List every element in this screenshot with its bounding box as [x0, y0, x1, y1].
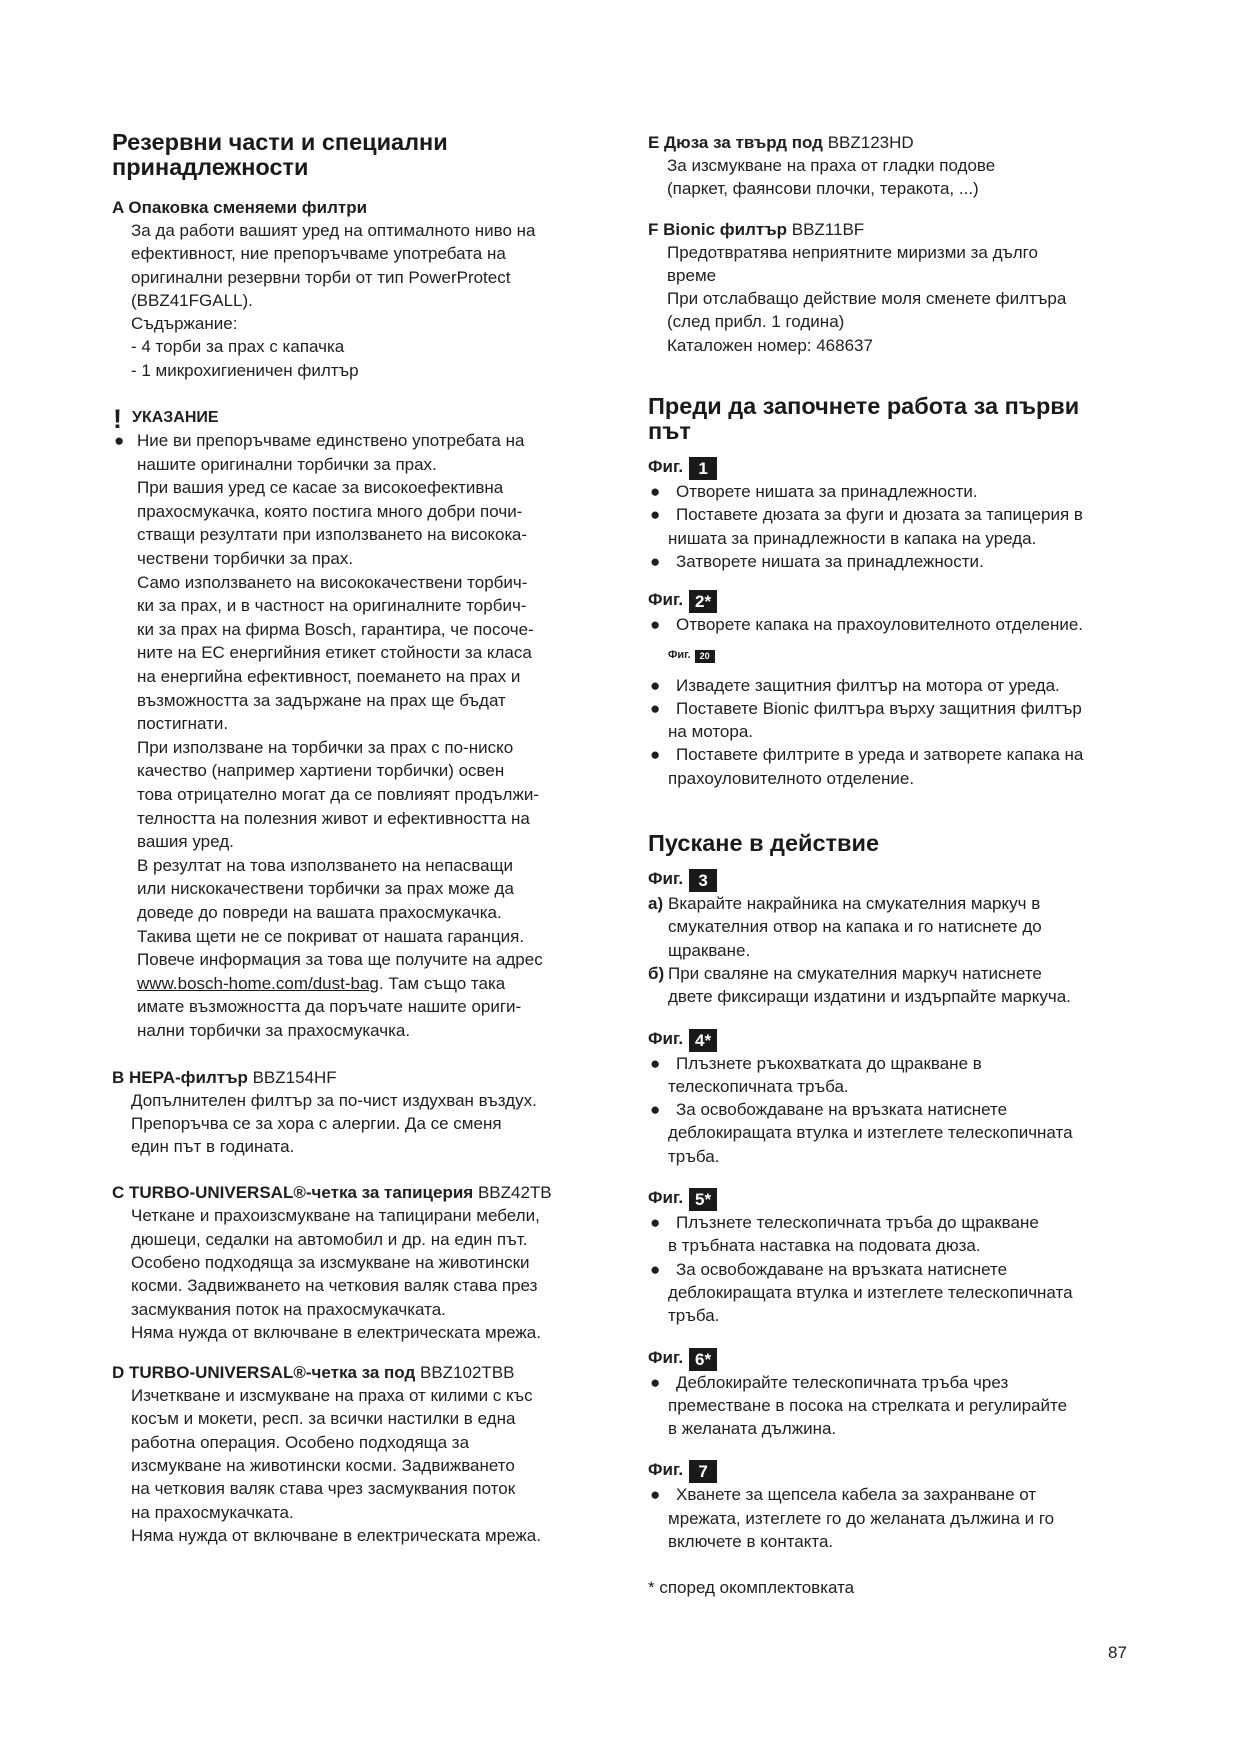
list-item: ● Отворете нишата за принадлежности.	[648, 480, 1143, 503]
right-column	[648, 132, 1143, 1599]
bullet-icon: ●	[650, 745, 661, 765]
list-item: ● Хванете за щепсела кабела за захранване от мрежата, изтеглете го до желаната дължина и го включете в контакта.	[650, 1485, 1055, 1551]
list-item: ● Поставете Bionic филтъра върху защитния филтър на мотора.	[650, 698, 1082, 742]
figure-ref-3: Фиг. 3	[648, 866, 1143, 892]
list-item: ● Извадете защитния филтър на мотора от уреда.	[648, 674, 1143, 697]
fig4-steps	[648, 1052, 1143, 1168]
section-title-operation: Пускане в действие	[648, 830, 880, 857]
list-item: ● Поставете дюзата за фуги и дюзата за тапицерия в нишата за принадлежности в капака на уреда.	[650, 505, 1083, 548]
fig6-steps	[648, 1371, 1143, 1441]
list-item: ● Отворете капака на прахоуловителното отделение.	[648, 613, 1143, 636]
bullet-icon: ●	[650, 698, 661, 718]
fig2-steps	[648, 613, 1143, 636]
figure-ref-20: Фиг. 20	[668, 648, 1143, 663]
item-f-text: Предотвратява неприятните миризми за дълго време При отслабващо действие моля сменете филтъра (след прибл. 1 година) Каталожен номер: 468637	[667, 242, 1067, 355]
step-b: б) При сваляне на смукателния маркуч натиснете двете фиксиращи издатини и издърпайте маркуча.	[648, 963, 1071, 1007]
section-title-spare-parts: Резервни части и специални принадлежности	[112, 129, 448, 180]
bullet-icon: ●	[650, 1213, 661, 1233]
page-number: 87	[1108, 1643, 1127, 1662]
item-b-heading: B HEPA-филтър BBZ154HF	[112, 1067, 337, 1087]
note-heading: ! УКАЗАНИЕ	[113, 404, 219, 435]
figure-ref-4: Фиг. 4*	[648, 1026, 1143, 1052]
figure-number-badge: 6*	[689, 1348, 717, 1371]
figure-number-badge: 1	[689, 457, 717, 480]
bullet-icon: ●	[650, 482, 661, 502]
exclamation-icon: !	[113, 404, 122, 435]
list-item: ● За освобождаване на връзката натиснете деблокиращата втулка и изтеглете телескопичната тръба.	[650, 1100, 1073, 1166]
fig2-steps-continued	[648, 674, 1143, 790]
section-title-first-use: Преди да започнете работа за първи път	[648, 393, 1080, 445]
item-a-text: За да работи вашият уред на оптималното ниво на ефективност, ние препоръчваме употребата на оригинални резервни торби от тип PowerProtect (BBZ41FGALL). Съдържание: - 4 торби за прах с капачка - 1 микрохигиеничен филтър	[131, 221, 536, 380]
left-column	[112, 130, 602, 1547]
bullet-icon: ●	[650, 1259, 661, 1279]
figure-number-badge: 20	[695, 650, 715, 663]
bullet-icon: ●	[650, 505, 661, 525]
bullet-icon: ●	[650, 1100, 661, 1120]
item-c-heading: C TURBO-UNIVERSAL®-четка за тапицерия BBZ42TB	[112, 1183, 552, 1203]
bullet-icon: ●	[114, 431, 125, 451]
bullet-icon: ●	[650, 1053, 661, 1073]
bullet-icon: ●	[650, 1372, 661, 1392]
list-item: ● За освобождаване на връзката натиснете деблокиращата втулка и изтеглете телескопичната тръба.	[650, 1259, 1073, 1326]
bullet-icon: ●	[650, 1485, 661, 1505]
figure-ref-1: Фиг. 1	[648, 454, 1143, 480]
item-f-heading: F Bionic филтър BBZ11BF	[648, 219, 865, 239]
bullet-icon: ●	[650, 551, 661, 571]
footnote: * според окомплектовката	[648, 1578, 855, 1598]
figure-ref-6: Фиг. 6*	[648, 1345, 1143, 1371]
fig7-steps	[648, 1483, 1143, 1553]
figure-number-badge: 3	[689, 869, 717, 892]
item-a-heading: A Опаковка сменяеми филтри	[112, 198, 368, 217]
list-item: ● Затворете нишата за принадлежности.	[648, 550, 1143, 573]
figure-number-badge: 4*	[689, 1029, 717, 1052]
dust-bag-link[interactable]: www.bosch-home.com/dust-bag	[137, 973, 379, 993]
figure-number-badge: 5*	[689, 1188, 717, 1211]
step-a: а) Вкарайте накрайника на смукателния маркуч в смукателния отвор на капака и го натиснете до щракване.	[648, 894, 1042, 960]
item-e-heading: E Дюза за твърд под BBZ123HD	[648, 133, 914, 152]
item-e-text: За изсмукване на праха от гладки подове (паркет, фаянсови плочки, теракота, ...)	[667, 156, 996, 199]
figure-number-badge: 7	[689, 1460, 717, 1483]
item-d-text: Изчеткване и изсмукване на праха от килими с къс косъм и мокети, респ. за всички настилки в една работна операция. Особено подходяща за изсмукване на животински косми. Задвижването на четковия валяк става чрез засмуквания поток на прахосмукачката. Няма нужда от включване в електрическата мрежа.	[131, 1386, 541, 1545]
item-d-heading: D TURBO-UNIVERSAL®-четка за под BBZ102TBB	[112, 1363, 515, 1383]
bullet-icon: ●	[650, 675, 661, 695]
list-item: ● Поставете филтрите в уреда и затворете капака на прахоуловителното отделение.	[650, 745, 1084, 788]
fig1-steps	[648, 480, 1143, 573]
figure-ref-7: Фиг. 7	[648, 1457, 1143, 1483]
list-item: ● Плъзнете телескопичната тръба до щракване в тръбната наставка на подовата дюза.	[650, 1213, 1039, 1256]
figure-ref-2: Фиг. 2*	[648, 587, 1143, 613]
figure-number-badge: 2*	[689, 590, 717, 613]
list-item: ● Деблокирайте телескопичната тръба чрез преместване в посока на стрелката и регулирайте в желаната дължина.	[650, 1372, 1068, 1439]
item-b-text: Допълнителен филтър за по-чист издухван въздух. Препоръчва се за хора с алергии. Да се сменя един път в годината.	[131, 1090, 537, 1157]
fig5-steps	[648, 1211, 1143, 1327]
item-c-text: Четкане и прахоизсмукване на тапицирани мебели, дюшеци, седалки на автомобил и др. на един път. Особено подходяща за изсмукване на животински косми. Задвижването на четковия валяк става през засмуквания поток на прахосмукачката. Няма нужда от включване в електрическата мрежа.	[131, 1206, 541, 1342]
note-text: ● Ние ви препоръчваме единствено употребата на нашите оригинални торбички за прах. При вашия уред се касае за високоефективна прахосмукачка, която постига много добри почи- стващи резултати при използването на висококa- чествени торбички за прах. Само използването на висококачествени торбич- ки за прах, и в частност на оригиналните торбич- ки за прах на фирма Bosch, гарантира, че посоче- ните на ЕС енергийния етикет стойности за класа на енергийна ефективност, поемането на прах и възможността за задържане на прах ще бъдат постигнати. При използване на торбички за прах с по-ниско качество (например хартиени торбички) освен това отрицателно могат да се повлияят продължи- телността на полезния живот и ефективността на вашия уред. В резултат на това използването на непасващи или нискокачествени торбички за прах може да доведе до повреди на вашата прахосмукачка. Такива щети не се покриват от нашата гаранция. Повече информация за това ще получите на адрес www.bosch-home.com/dust-bag. Там също така имате възможността да поръчате нашите ориги- нални торбички за прахосмукачка.	[114, 431, 543, 1040]
figure-ref-5: Фиг. 5*	[648, 1185, 1143, 1211]
list-item: ● Плъзнете ръкохватката до щракване в телескопичната тръба.	[650, 1053, 982, 1096]
bullet-icon: ●	[650, 615, 661, 635]
